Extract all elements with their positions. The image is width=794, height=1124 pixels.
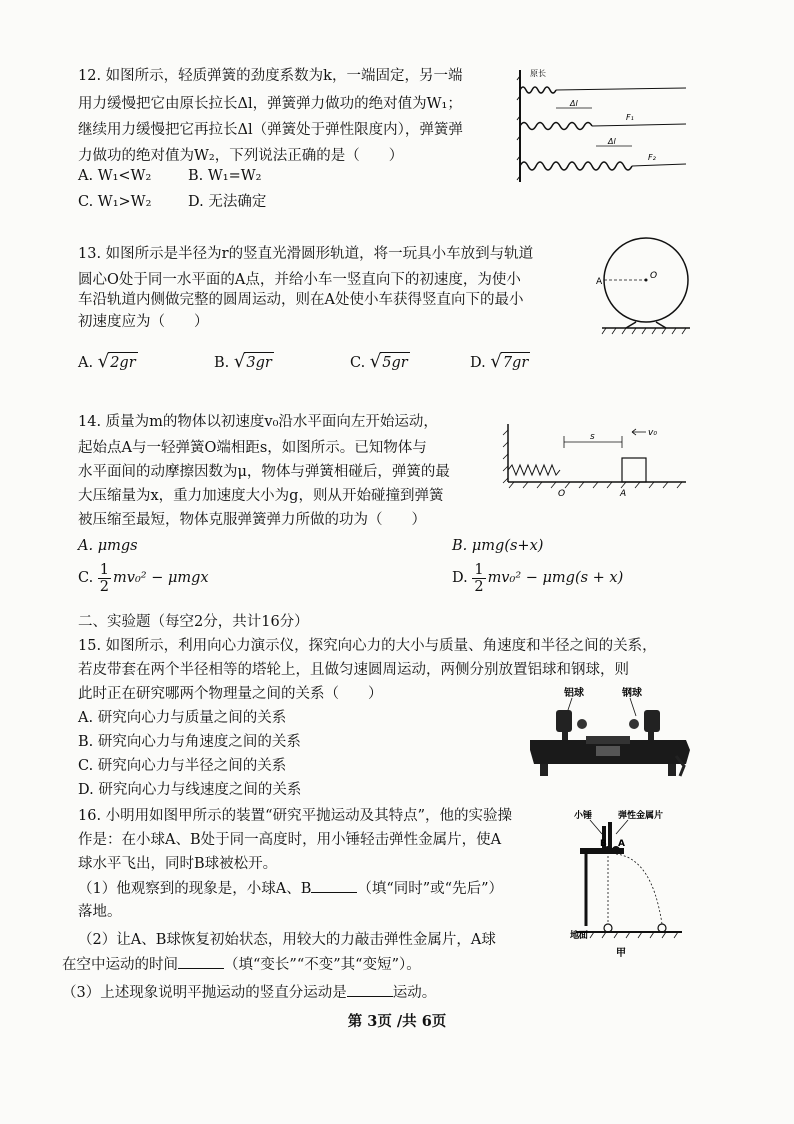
q16-part-2: （2）让A、B球恢复初始状态，用较大的力敲击弹性金属片，A球 xyxy=(78,932,496,948)
q12-line-1: 12. 如图所示，轻质弹簧的劲度系数为k，一端固定，另一端 xyxy=(78,68,463,84)
q14-option-b: B. μmg(s+x) xyxy=(452,538,544,554)
q13-line-4: 初速度应为（ ） xyxy=(78,314,209,330)
q15-option-d: D. 研究向心力与线速度之间的关系 xyxy=(78,782,302,798)
q14-label-s: s xyxy=(590,432,595,442)
q15-option-c: C. 研究向心力与半径之间的关系 xyxy=(78,758,287,774)
q13-option-c: C. √5gr xyxy=(350,351,408,372)
q16-line-2: 作是：在小球A、B处于同一高度时，用小锤轻击弹性金属片，使A xyxy=(78,832,502,848)
q14-option-a: A. μmgs xyxy=(78,538,138,554)
q12-label-orig: 原长 xyxy=(530,69,546,78)
q12-option-c: C. W₁>W₂ xyxy=(78,194,152,210)
q15-label-aluminum: 铝球 xyxy=(564,688,584,699)
q13-option-d: D. √7gr xyxy=(470,351,529,372)
q16-label-hammer: 小锤 xyxy=(574,811,593,821)
q12-option-a: A. W₁<W₂ xyxy=(78,168,152,184)
q16-label-plate: 弹性金属片 xyxy=(618,811,664,821)
q13-line-1: 13. 如图所示是半径为r的竖直光滑圆形轨道，将一玩具小车放到与轨道 xyxy=(78,246,534,262)
q16-part-3: （3）上述现象说明平抛运动的竖直分运动是 运动。 xyxy=(62,982,436,1003)
q12-line-4: 力做功的绝对值为W₂，下列说法正确的是（ ） xyxy=(78,148,404,164)
q13-circle-track-figure xyxy=(596,236,696,336)
q14-line-3: 水平面间的动摩擦因数为μ，物体与弹簧相碰后，弹簧的最 xyxy=(78,464,450,480)
q16-part-1: （1）他观察到的现象是，小球A、B （填“同时”或“先后”） xyxy=(78,878,503,899)
q14-label-o: O xyxy=(558,489,566,499)
q16-blank-1[interactable] xyxy=(311,878,357,893)
q15-option-b: B. 研究向心力与角速度之间的关系 xyxy=(78,734,301,750)
q16-line-3: 球水平飞出，同时B球被松开。 xyxy=(78,856,278,872)
q12-label-f2: F₂ xyxy=(648,153,656,162)
q16-label-ground: 地面 xyxy=(570,931,589,941)
q15-line-2: 若皮带套在两个半径相等的塔轮上，且做匀速圆周运动，两侧分别放置铝球和钢球，则 xyxy=(78,662,629,678)
q16-projectile-figure xyxy=(572,806,696,968)
q15-centripetal-apparatus-figure xyxy=(526,684,694,784)
q16-label-a: A xyxy=(618,839,625,849)
q14-line-5: 被压缩至最短，物体克服弹簧弹力所做的功为（ ） xyxy=(78,512,426,528)
q14-line-2: 起始点A与一轻弹簧O端相距s，如图所示。已知物体与 xyxy=(78,440,427,456)
q14-line-1: 14. 质量为m的物体以初速度v₀沿水平面向左开始运动， xyxy=(78,414,438,430)
q14-label-v0: v₀ xyxy=(648,428,657,438)
q14-label-a: A xyxy=(620,489,627,499)
q12-line-3: 继续用力缓慢把它再拉长Δl（弹簧处于弹性限度内），弹簧弹 xyxy=(78,122,463,138)
q16-label-b: B xyxy=(600,839,607,849)
q16-line-1: 16. 小明用如图甲所示的装置“研究平抛运动及其特点”，他的实验操 xyxy=(78,808,512,824)
q12-option-b: B. W₁=W₂ xyxy=(188,168,262,184)
q16-part-1-end: 落地。 xyxy=(78,904,122,920)
q13-option-a: A. √2gr xyxy=(78,351,136,372)
q12-option-d: D. 无法确定 xyxy=(188,194,267,210)
q15-line-1: 15. 如图所示，利用向心力演示仪，探究向心力的大小与质量、角速度和半径之间的关系， xyxy=(78,638,657,654)
q16-part-2-cont: 在空中运动的时间 （填“变长”“不变”其“变短”）。 xyxy=(62,954,421,975)
q12-spring-figure xyxy=(516,66,696,186)
q15-label-steel: 钢球 xyxy=(622,688,642,699)
q13-label-a: A xyxy=(596,277,603,287)
q12-label-f1: F₁ xyxy=(626,113,634,122)
q13-line-3: 车沿轨道内侧做完整的圆周运动，则在A处使小车获得竖直向下的最小 xyxy=(78,292,524,308)
q15-line-3: 此时正在研究哪两个物理量之间的关系（ ） xyxy=(78,686,383,702)
q14-line-4: 大压缩量为x，重力加速度大小为g，则从开始碰撞到弹簧 xyxy=(78,488,444,504)
q15-option-a: A. 研究向心力与质量之间的关系 xyxy=(78,710,287,726)
q16-blank-2[interactable] xyxy=(178,954,224,969)
q16-blank-3[interactable] xyxy=(347,982,393,997)
q12-label-dl-1: Δl xyxy=(570,99,578,108)
q14-option-d: D. $\frac{1}{2}$ mv₀² − μmg(s + x) xyxy=(452,561,624,595)
section-2-heading: 二、实验题（每空2分，共计16分） xyxy=(78,614,309,630)
q16-label-jia: 甲 xyxy=(616,948,626,959)
page-footer: 第 3页 /共 6页 xyxy=(347,1013,447,1030)
q13-line-2: 圆心O处于同一水平面的A点，并给小车一竖直向下的初速度，为使小 xyxy=(78,272,521,288)
q12-label-dl-2: Δl xyxy=(608,137,616,146)
q13-option-b: B. √3gr xyxy=(214,351,272,372)
q12-line-2: 用力缓慢把它由原长拉长Δl，弹簧弹力做功的绝对值为W₁； xyxy=(78,96,462,112)
q13-label-o: O xyxy=(650,271,658,281)
q14-option-c: C. $\frac{1}{2}$ mv₀² − μmgx xyxy=(78,561,209,595)
q14-spring-block-figure xyxy=(500,420,694,500)
